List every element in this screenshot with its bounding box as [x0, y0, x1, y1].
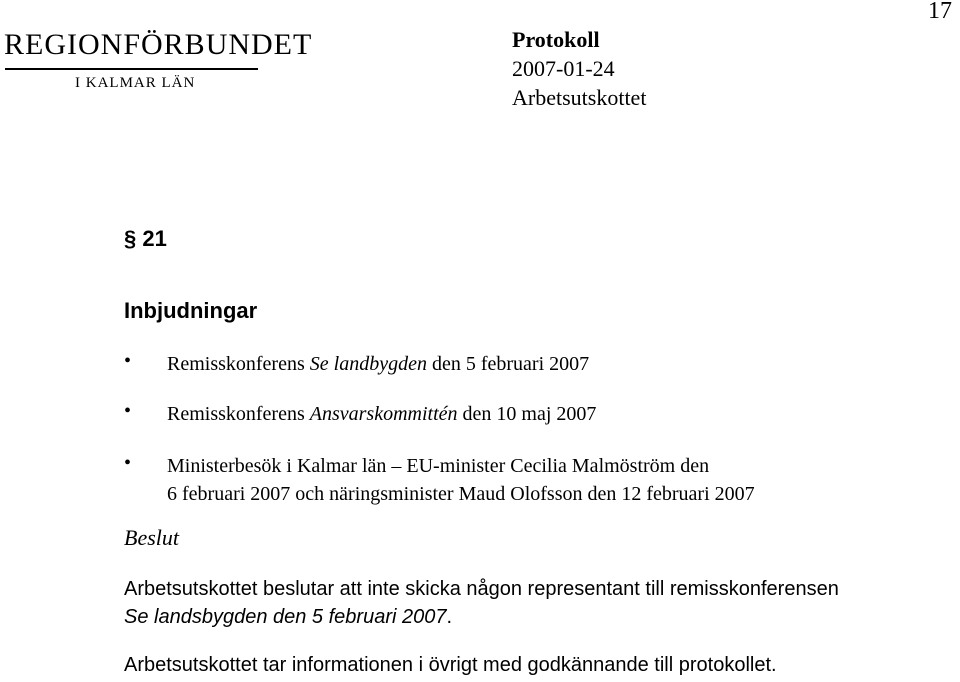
document-body: Arbetsutskottet	[512, 85, 647, 110]
list-item-continuation: 6 februari 2007 och näringsminister Maud Olofsson den 12 februari 2007	[167, 483, 755, 505]
information-note: Arbetsutskottet tar informationen i övrigt med godkännande till protokollet.	[124, 654, 777, 676]
decision-text-continuation: Se landsbygden den 5 februari 2007.	[124, 606, 453, 628]
regionforbundet-logo	[4, 28, 313, 92]
page-number: 17	[928, 0, 952, 24]
document-type: Protokoll	[512, 27, 600, 52]
bullet-icon: •	[124, 350, 132, 372]
list-item: Ministerbesök i Kalmar län – EU-minister Cecilia Malmöström den	[167, 455, 710, 477]
section-heading: Inbjudningar	[124, 298, 258, 323]
section-number-value: 21	[142, 226, 167, 251]
list-item: Remisskonferens Ansvarskommittén den 10 maj 2007	[167, 403, 597, 425]
section-number	[124, 226, 167, 252]
event-name: Se landbygden	[309, 353, 427, 375]
bullet-icon: •	[124, 400, 132, 422]
decision-label: Beslut	[124, 525, 179, 550]
logo-sub-text: I KALMAR LÄN	[75, 75, 196, 91]
decision-text: Arbetsutskottet beslutar att inte skicka någon representant till remisskonferensen	[124, 578, 839, 600]
bullet-icon: •	[124, 452, 132, 474]
event-name: Ansvarskommittén	[309, 403, 458, 425]
logo-main-text: REGIONFÖRBUNDET	[4, 28, 313, 61]
list-item: Remisskonferens Se landbygden den 5 februari 2007	[167, 353, 590, 375]
logo-rule	[5, 68, 258, 70]
paragraph-symbol: §	[124, 226, 137, 251]
document-date: 2007-01-24	[512, 56, 615, 81]
event-name: Se landsbygden den 5 februari 2007	[124, 606, 447, 628]
